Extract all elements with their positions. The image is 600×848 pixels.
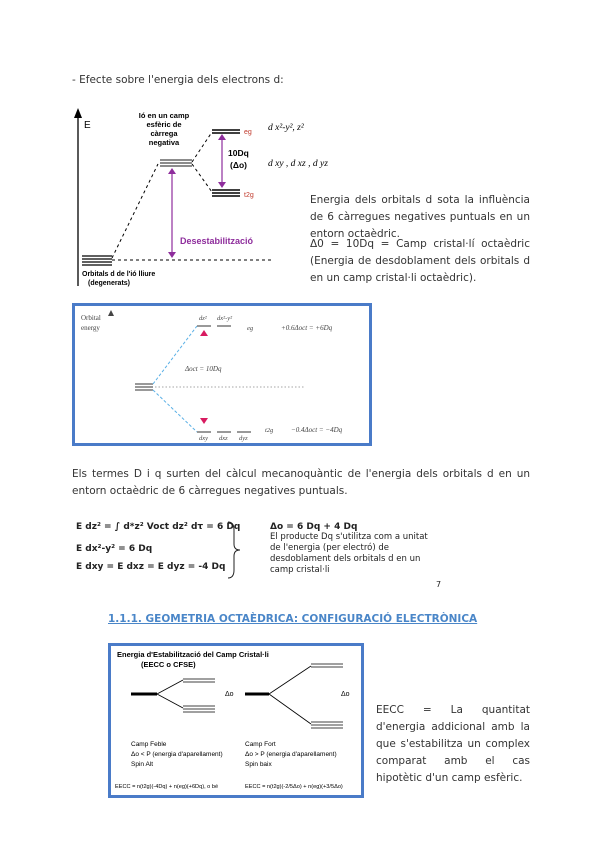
eg-label: eg [244, 129, 252, 136]
equation-dx2y2: E dx²-y² = 6 Dq [76, 544, 153, 554]
section-heading: 1.1.1. GEOMETRIA OCTAÈDRICA: CONFIGURACIÓ ELECTRÒNICA [108, 613, 478, 625]
split-sub: (Δo) [230, 160, 247, 170]
cfse-title-2: (EECC o CFSE) [141, 660, 196, 669]
intro-line: - Efecte sobre l'energia dels electrons d: [72, 74, 284, 86]
energy-axis-label: E [84, 120, 91, 131]
cfse-formula-delta: EECC = n(t2g)(-2/5Δo) + n(eg)(+3/5Δo) [245, 784, 343, 790]
up-arrow [200, 330, 208, 336]
paragraph-delta-definition: Δ0 = 10Dq = Camp cristal·lí octaèdric (Energia de desdoblament dels orbitals d en un camp cristal·li octaèdric). [310, 238, 530, 284]
paragraph-dq-terms: Els termes D i q surten del càlcul mecanoquàntic de l'energia dels orbitals d en un entorn octaèdric de 6 càrregues negatives puntuals. [72, 468, 530, 497]
orbital-names-eg: d x²-y², z² [268, 123, 304, 133]
brace [226, 520, 242, 580]
axis-arrow [108, 310, 114, 316]
t2g-energy: −0.4Δoct = −4Dq [291, 426, 343, 434]
connector-eg [192, 132, 212, 162]
octahedral-splitting-figure [72, 303, 372, 446]
destab-label: Desestabilització [180, 236, 254, 246]
page-reference: 7 [436, 580, 442, 589]
free-ion-levels [82, 256, 112, 265]
paragraph-eecc-definition: EECC = La quantitat d'energia addicional amb la que s'estabilitza un complex comparat amb el cas hipotètic d'un camp esfèric. [376, 704, 530, 784]
free-ion-label-1: Orbitals d de l'ió lliure [82, 271, 156, 278]
axis-label-2: energy [81, 324, 100, 332]
sphere-label-3: càrrega [150, 129, 178, 138]
t2g-label: t2g [244, 192, 254, 199]
eg-energy: +0.6Δoct = +6Dq [281, 324, 333, 332]
free-ion-label-2: (degenerats) [88, 280, 131, 287]
equations-right [270, 522, 450, 576]
connector-dashed [112, 164, 158, 258]
weak-field-spin: Spin Alt [131, 761, 154, 768]
t2g-orbital-1: dxy [199, 435, 209, 442]
t2g-levels [212, 190, 240, 196]
delta-label: Δoct = 10Dq [185, 365, 222, 373]
strong-field-label: Camp Fort [245, 741, 276, 748]
cfse-title-1: Energia d'Estabilització del Camp Cristal·li [117, 650, 269, 659]
dq-note-3: desdoblament dels orbitals d en un [270, 554, 421, 564]
sphere-levels [160, 160, 192, 166]
eg-label: eg [247, 325, 254, 332]
orbital-names-t2g: d xy , d xz , d yz [268, 159, 328, 169]
strong-field-condition: Δo > P (energia d'aparellament) [245, 751, 337, 758]
delta-strong: Δo [341, 691, 350, 698]
sphere-label-1: Ió en un camp [138, 111, 190, 120]
eg-levels [212, 130, 240, 133]
dq-note-2: de l'energia (per electró) de [270, 543, 389, 553]
octahedral-splitting-svg [75, 306, 369, 443]
delta-sum: Δo = 6 Dq + 4 Dq [270, 522, 358, 532]
t2g-orbital-3: dyz [239, 435, 248, 442]
split-label: 10Dq [228, 148, 249, 158]
connector-t2g [192, 164, 212, 192]
t2g-label: t2g [265, 427, 274, 434]
eg-orbital-1: dz² [199, 315, 207, 322]
equation-dz2: E dz² = ∫ d*z² Voct dz² dτ = 6 Dq [76, 522, 241, 532]
dq-note-1: El producte Dq s'utilitza com a unitat [270, 532, 428, 542]
axis-label-1: Orbital [81, 314, 101, 322]
t2g-orbital-2: dxz [219, 435, 228, 442]
equation-t2g: E dxy = E dxz = E dyz = -4 Dq [76, 562, 226, 572]
cfse-figure [108, 643, 364, 798]
strong-field-spin: Spin baix [245, 761, 272, 768]
cfse-formula-dq: EECC = n(t2g)(-4Dq) + n(eg)(+6Dq), o bé [115, 784, 219, 790]
down-arrow [200, 418, 208, 424]
weak-field-condition: Δo < P (energia d'aparellament) [131, 751, 223, 758]
dq-note-4: camp cristal·li [270, 565, 330, 575]
weak-field-label: Camp Feble [131, 741, 167, 748]
eg-orbital-2: dx²-y² [217, 315, 233, 322]
delta-weak: Δo [225, 691, 234, 698]
cfse-svg [111, 646, 361, 795]
paragraph-octahedral-energy: Energia dels orbitals d sota la influència de 6 càrregues negatives puntuals en un entorn octaèdric. [310, 194, 530, 240]
equations-left [76, 520, 251, 580]
sphere-label-2: esfèric de [146, 120, 182, 129]
energy-axis-arrow [74, 108, 82, 118]
sphere-label-4: negativa [148, 138, 180, 147]
